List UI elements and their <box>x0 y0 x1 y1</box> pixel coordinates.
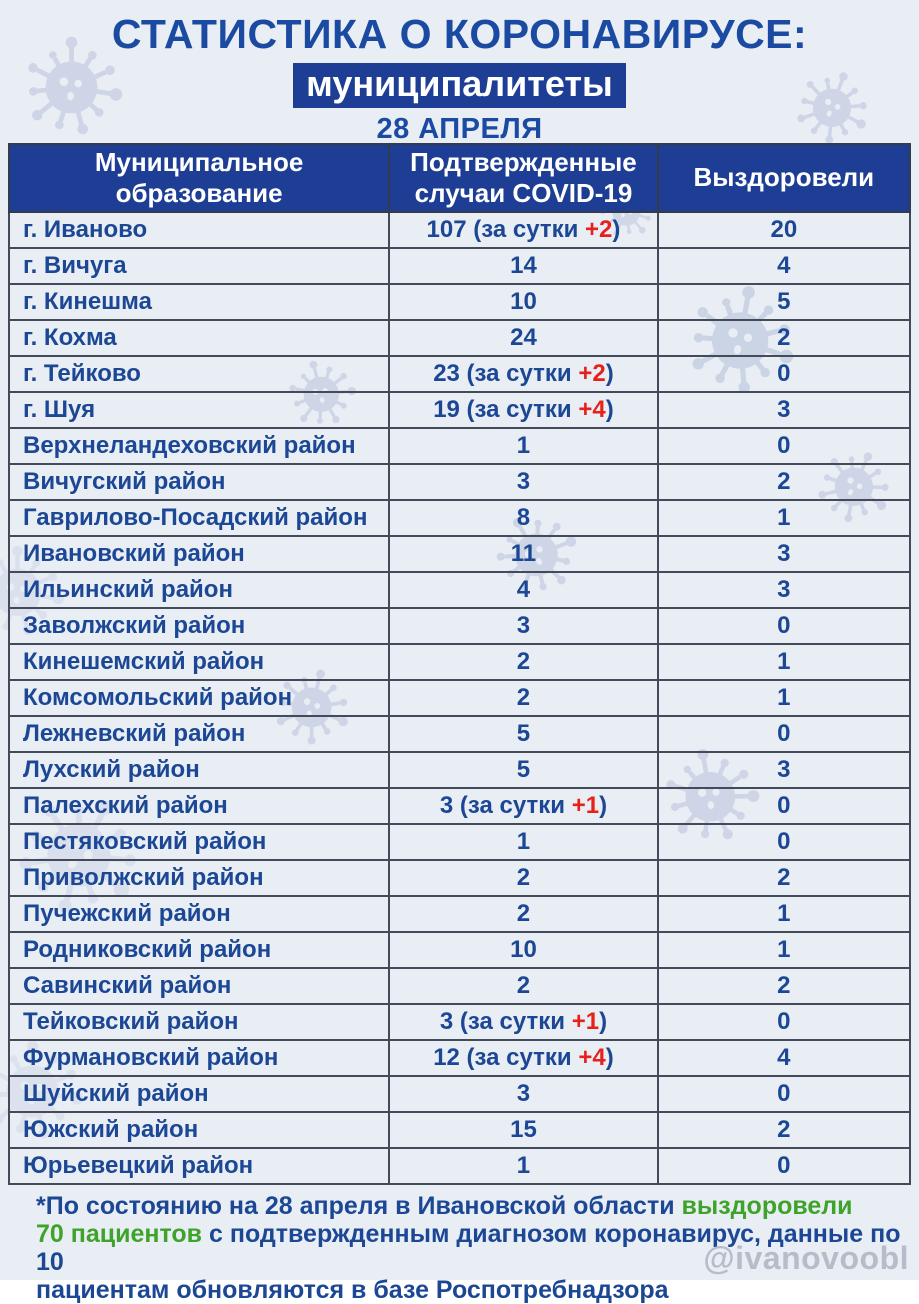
confirmed-cases <box>389 248 657 284</box>
table-row <box>9 608 910 644</box>
recovered-count: 0 <box>658 356 910 392</box>
table-row <box>9 248 910 284</box>
table-row <box>9 752 910 788</box>
municipality-name: Савинский район <box>9 968 389 1004</box>
recovered-count: 3 <box>658 392 910 428</box>
recovered-count: 2 <box>658 1112 910 1148</box>
confirmed-cases: 3 (за сутки +1) <box>389 788 657 824</box>
stats-table-wrap <box>8 143 911 1185</box>
table-row <box>9 1148 910 1184</box>
daily-increase: +1 <box>571 792 600 819</box>
watermark-handle: @ivanovoobl <box>703 1240 909 1276</box>
confirmed-cases <box>389 680 657 716</box>
recovered-count: 20 <box>658 212 910 248</box>
table-row <box>9 932 910 968</box>
municipality-name: г. Шуя <box>9 392 389 428</box>
daily-increase: +1 <box>571 1008 600 1035</box>
recovered-count: 4 <box>658 248 910 284</box>
recovered-count: 1 <box>658 644 910 680</box>
cases-count: 10 <box>510 936 537 963</box>
confirmed-cases <box>389 320 657 356</box>
confirmed-cases: 23 (за сутки +2) <box>389 356 657 392</box>
cases-count: 11 <box>510 540 537 567</box>
cases-count: 5 <box>516 720 531 747</box>
subtitle-badge: муниципалитеты <box>293 63 626 108</box>
recovered-count: 3 <box>658 572 910 608</box>
confirmed-cases <box>389 716 657 752</box>
recovered-count: 1 <box>658 500 910 536</box>
footnote-text: с подтвержденным диагнозом коронавирус, данные по 10 <box>36 1220 901 1276</box>
municipality-name: Вичугский район <box>9 464 389 500</box>
recovered-count: 3 <box>658 536 910 572</box>
confirmed-cases <box>389 1076 657 1112</box>
cases-count: 1 <box>516 432 531 459</box>
cases-count: 8 <box>516 504 531 531</box>
confirmed-cases <box>389 644 657 680</box>
confirmed-cases <box>389 464 657 500</box>
table-row <box>9 896 910 932</box>
municipality-name: Ивановский район <box>9 536 389 572</box>
stats-table <box>8 143 911 1185</box>
daily-increase: +2 <box>578 360 606 387</box>
municipality-name: Заволжский район <box>9 608 389 644</box>
confirmed-cases <box>389 1148 657 1184</box>
municipality-name: Ильинский район <box>9 572 389 608</box>
recovered-count: 0 <box>658 824 910 860</box>
cases-count: 2 <box>516 648 531 675</box>
stats-table-body <box>9 212 910 1184</box>
table-row <box>9 968 910 1004</box>
table-row <box>9 644 910 680</box>
table-row <box>9 392 910 428</box>
municipality-name: Комсомольский район <box>9 680 389 716</box>
table-row <box>9 680 910 716</box>
table-row <box>9 500 910 536</box>
confirmed-cases: 3 (за сутки +1) <box>389 1004 657 1040</box>
recovered-count: 5 <box>658 284 910 320</box>
column-header-recovered: Выздоровели <box>658 144 910 212</box>
stats-table-head <box>9 144 910 212</box>
header <box>0 0 919 146</box>
municipality-name: Южский район <box>9 1112 389 1148</box>
confirmed-cases: 19 (за сутки +4) <box>389 392 657 428</box>
confirmed-cases <box>389 500 657 536</box>
table-row <box>9 788 910 824</box>
table-row <box>9 464 910 500</box>
confirmed-cases: 107 (за сутки +2) <box>389 212 657 248</box>
table-row <box>9 212 910 248</box>
confirmed-cases <box>389 428 657 464</box>
date-label: 28 АПРЕЛЯ <box>376 113 543 146</box>
daily-increase: +4 <box>578 396 606 423</box>
page-title: СТАТИСТИКА О КОРОНАВИРУСЕ: <box>111 11 808 57</box>
municipality-name: Пестяковский район <box>9 824 389 860</box>
footnote-text: пациентам обновляются в базе Роспотребнадзора <box>36 1276 669 1304</box>
municipality-name: г. Вичуга <box>9 248 389 284</box>
cases-count: 3 <box>439 792 454 819</box>
cases-count: 19 <box>433 396 460 423</box>
cases-count: 15 <box>510 1116 537 1143</box>
confirmed-cases <box>389 932 657 968</box>
header-row <box>9 144 910 212</box>
confirmed-cases <box>389 1112 657 1148</box>
recovered-count: 0 <box>658 788 910 824</box>
recovered-count: 0 <box>658 716 910 752</box>
recovered-count: 1 <box>658 932 910 968</box>
confirmed-cases: 12 (за сутки +4) <box>389 1040 657 1076</box>
confirmed-cases <box>389 968 657 1004</box>
municipality-name: г. Кохма <box>9 320 389 356</box>
recovered-count: 0 <box>658 1148 910 1184</box>
cases-count: 107 <box>426 216 467 243</box>
recovered-count: 3 <box>658 752 910 788</box>
table-row <box>9 284 910 320</box>
municipality-name: Шуйский район <box>9 1076 389 1112</box>
table-row <box>9 572 910 608</box>
confirmed-cases <box>389 572 657 608</box>
table-row <box>9 536 910 572</box>
cases-count: 5 <box>516 756 531 783</box>
recovered-count: 2 <box>658 464 910 500</box>
table-row <box>9 428 910 464</box>
cases-count: 2 <box>516 972 531 999</box>
cases-count: 3 <box>516 468 531 495</box>
table-row <box>9 356 910 392</box>
municipality-name: Приволжский район <box>9 860 389 896</box>
footnote-text: *По состоянию на 28 апреля в Ивановской области <box>36 1192 682 1220</box>
cases-count: 3 <box>439 1008 454 1035</box>
cases-count: 23 <box>433 360 460 387</box>
cases-count: 1 <box>516 828 531 855</box>
recovered-count: 1 <box>658 896 910 932</box>
municipality-name: Пучежский район <box>9 896 389 932</box>
municipality-name: Кинешемский район <box>9 644 389 680</box>
municipality-name: Фурмановский район <box>9 1040 389 1076</box>
confirmed-cases <box>389 608 657 644</box>
recovered-count: 2 <box>658 968 910 1004</box>
cases-count: 14 <box>510 252 537 279</box>
recovered-count: 1 <box>658 680 910 716</box>
recovered-count: 2 <box>658 320 910 356</box>
confirmed-cases <box>389 896 657 932</box>
municipality-name: Тейковский район <box>9 1004 389 1040</box>
municipality-name: Лухский район <box>9 752 389 788</box>
municipality-name: Лежневский район <box>9 716 389 752</box>
cases-count: 4 <box>516 576 531 603</box>
table-row <box>9 320 910 356</box>
confirmed-cases <box>389 860 657 896</box>
municipality-name: г. Кинешма <box>9 284 389 320</box>
table-row <box>9 1076 910 1112</box>
recovered-count: 0 <box>658 428 910 464</box>
municipality-name: г. Тейково <box>9 356 389 392</box>
table-row <box>9 824 910 860</box>
cases-count: 10 <box>510 288 537 315</box>
table-row <box>9 716 910 752</box>
cases-count: 3 <box>516 1080 531 1107</box>
recovered-count: 2 <box>658 860 910 896</box>
cases-count: 2 <box>516 684 531 711</box>
cases-count: 1 <box>516 1152 531 1179</box>
cases-count: 2 <box>516 864 531 891</box>
daily-increase: +4 <box>578 1044 606 1071</box>
recovered-count: 0 <box>658 1004 910 1040</box>
recovered-count: 0 <box>658 1076 910 1112</box>
municipality-name: Палехский район <box>9 788 389 824</box>
daily-increase: +2 <box>585 216 613 243</box>
footnote-green-text: выздоровели <box>681 1192 853 1220</box>
municipality-name: г. Иваново <box>9 212 389 248</box>
recovered-count: 4 <box>658 1040 910 1076</box>
confirmed-cases <box>389 284 657 320</box>
municipality-name: Гаврилово-Посадский район <box>9 500 389 536</box>
table-row <box>9 1004 910 1040</box>
municipality-name: Юрьевецкий район <box>9 1148 389 1184</box>
cases-count: 12 <box>433 1044 460 1071</box>
cases-count: 2 <box>516 900 531 927</box>
footnote-green-text: 70 пациентов <box>36 1220 203 1248</box>
table-row <box>9 1112 910 1148</box>
confirmed-cases <box>389 536 657 572</box>
recovered-count: 0 <box>658 608 910 644</box>
confirmed-cases <box>389 752 657 788</box>
column-header-municipality: Муниципальное образование <box>9 144 389 212</box>
cases-count: 24 <box>510 324 537 351</box>
cases-count: 3 <box>516 612 531 639</box>
table-row <box>9 860 910 896</box>
municipality-name: Верхнеландеховский район <box>9 428 389 464</box>
confirmed-cases <box>389 824 657 860</box>
municipality-name: Родниковский район <box>9 932 389 968</box>
table-row <box>9 1040 910 1076</box>
column-header-confirmed: Подтвержденные случаи COVID-19 <box>389 144 657 212</box>
